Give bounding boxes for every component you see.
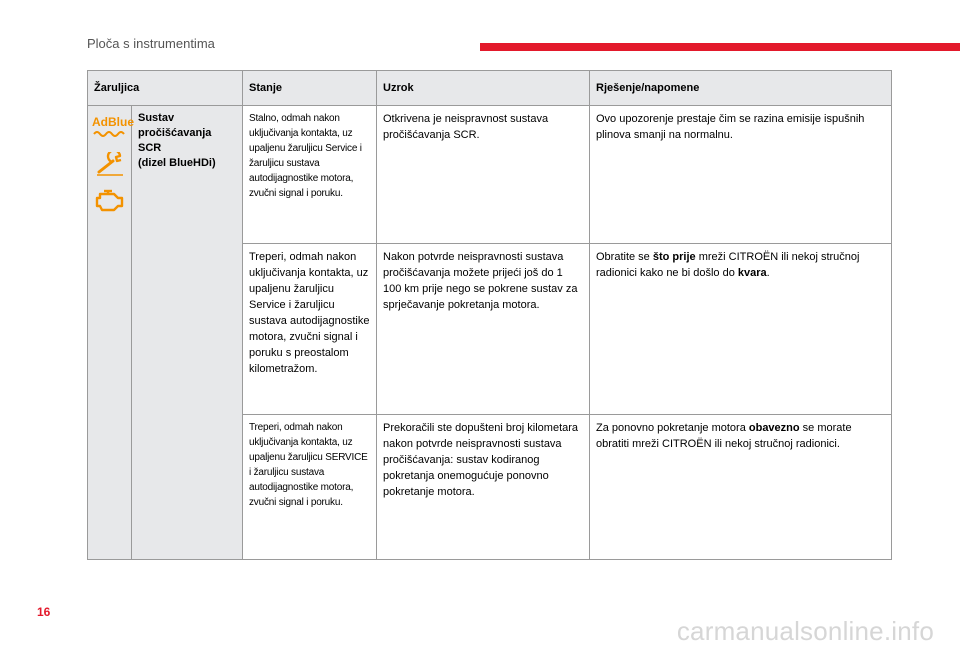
- row-1-solution: Ovo upozorenje prestaje čim se razina emisije ispušnih plinova smanji na normalnu.: [590, 106, 892, 244]
- system-name-cell: [132, 106, 243, 560]
- row-2-solution: Obratite se što prije mreži CITROËN ili nekoj stručnoj radionici kako ne bi došlo do kvara.: [590, 244, 892, 415]
- page-number: 16: [37, 605, 51, 619]
- emphasis-text: obavezno: [748, 422, 800, 434]
- header-solution: Rješenje/napomene: [590, 71, 892, 106]
- row-1-state: Stalno, odmah nakon uključivanja kontakta, uz upaljenu žaruljicu Service i žaruljicu sustava autodijagnostike motora, zvučni signal i poruku.: [243, 106, 377, 244]
- emphasis-text: što prije: [652, 251, 696, 263]
- row-1-cause: Otkrivena je neispravnost sustava pročišćavanja SCR.: [377, 106, 590, 244]
- table-row: [88, 106, 892, 244]
- table-header-row: [88, 71, 892, 106]
- row-3-state: Treperi, odmah nakon uključivanja kontakta, uz upaljenu žaruljicu SERVICE i žaruljicu sustava autodijagnostike motora, zvučni signal i poruku.: [243, 415, 377, 560]
- row-3-solution: Za ponovno pokretanje motora obavezno se morate obratiti mreži CITROËN ili nekoj stručnoj radionici.: [590, 415, 892, 560]
- wrench-icon: [95, 152, 125, 176]
- header-state: Stanje: [243, 71, 377, 106]
- header-cause: Uzrok: [377, 71, 590, 106]
- emphasis-text: kvara: [737, 267, 767, 279]
- row-2-state: Treperi, odmah nakon uključivanja kontakta, uz upaljenu žaruljicu Service i žaruljicu sustava autodijagnostike motora, zvučni signal i poruku s preostalom kilometražom.: [243, 244, 377, 415]
- header-lamp: Žaruljica: [88, 71, 243, 106]
- system-variant: (dizel BlueHDi): [138, 157, 216, 169]
- row-3-cause: Prekoračili ste dopušteni broj kilometara nakon potvrde neispravnosti sustava pročišćavanja: sustav kodiranog pokretanja onemogućuje ponovno pokretanje motora.: [377, 415, 590, 560]
- warning-lamp-table: [87, 70, 892, 560]
- adblue-icon: AdBlue: [92, 114, 127, 138]
- header-accent-bar: [480, 43, 960, 51]
- lamp-icons-cell: [88, 106, 132, 560]
- watermark-text[interactable]: carmanualsonline.info: [676, 616, 934, 646]
- page-header-title: Ploča s instrumentima: [87, 36, 215, 51]
- system-name: Sustav pročišćavanja SCR: [138, 112, 212, 154]
- engine-icon: [94, 188, 126, 212]
- row-2-cause: Nakon potvrde neispravnosti sustava pročišćavanja možete prijeći još do 1 100 km prije nego se pokrene sustav za sprječavanje pokretanja motora.: [377, 244, 590, 415]
